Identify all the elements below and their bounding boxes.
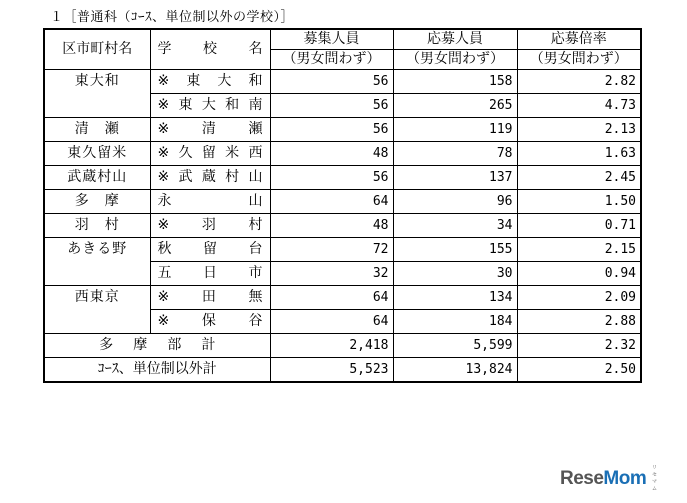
school-name-cell: ※ 保 谷 (150, 310, 270, 334)
total-applicants: 13,824 (393, 358, 517, 383)
school-name-cell: ※ 武 蔵 村 山 (150, 166, 270, 190)
header-applicants: 応募人員 (393, 29, 517, 50)
recruit-cell: 56 (270, 166, 393, 190)
recruit-cell: 56 (270, 70, 393, 94)
recruit-cell: 64 (270, 190, 393, 214)
table-row (44, 190, 641, 214)
subtotal-label: 多 摩 部 計 (44, 334, 270, 358)
ratio-cell: 2.13 (517, 118, 641, 142)
table-row (44, 70, 641, 94)
ratio-cell: 2.82 (517, 70, 641, 94)
school-name-cell: ※ 東 大 和 南 (150, 94, 270, 118)
header-recruit: 募集人員 (270, 29, 393, 50)
applicants-cell: 155 (393, 238, 517, 262)
header-district: 区市町村名 (44, 29, 150, 70)
header-ratio-sub: （男女問わず） (517, 50, 641, 70)
resemom-logo (560, 465, 657, 492)
recruit-cell: 48 (270, 214, 393, 238)
applicants-cell: 134 (393, 286, 517, 310)
school-name-cell: 秋 留 台 (150, 238, 270, 262)
table-row (44, 238, 641, 262)
table-row (44, 142, 641, 166)
applicants-cell: 265 (393, 94, 517, 118)
table-body (44, 70, 641, 383)
school-name-cell: ※ 久 留 米 西 (150, 142, 270, 166)
applicants-cell: 78 (393, 142, 517, 166)
district-cell: 武蔵村山 (44, 166, 150, 190)
school-name-cell: ※ 清 瀬 (150, 118, 270, 142)
total-recruit: 5,523 (270, 358, 393, 383)
subtotal-row (44, 334, 641, 358)
table-row (44, 214, 641, 238)
logo-tiny-text: リセマム (652, 465, 657, 492)
applicants-cell: 158 (393, 70, 517, 94)
district-cell: 西東京 (44, 286, 150, 334)
school-name-cell: ※ 羽 村 (150, 214, 270, 238)
school-name-cell: 永 山 (150, 190, 270, 214)
subtotal-ratio: 2.32 (517, 334, 641, 358)
district-cell: 清 瀬 (44, 118, 150, 142)
school-name-cell: 五 日 市 (150, 262, 270, 286)
total-row (44, 358, 641, 383)
logo-text-mom: Mom (603, 468, 647, 489)
applicants-cell: 137 (393, 166, 517, 190)
school-name-cell: ※ 東 大 和 (150, 70, 270, 94)
ratio-cell: 2.88 (517, 310, 641, 334)
recruit-cell: 32 (270, 262, 393, 286)
district-cell: あきる野 (44, 238, 150, 286)
applicants-cell: 96 (393, 190, 517, 214)
recruit-cell: 56 (270, 118, 393, 142)
applicants-cell: 184 (393, 310, 517, 334)
table-row (44, 286, 641, 310)
logo-text-rese: Rese (560, 468, 604, 489)
ratio-cell: 1.63 (517, 142, 641, 166)
header-school: 学 校 名 (150, 29, 270, 70)
applicants-cell: 34 (393, 214, 517, 238)
subtotal-recruit: 2,418 (270, 334, 393, 358)
district-cell: 多 摩 (44, 190, 150, 214)
table-row (44, 166, 641, 190)
ratio-cell: 2.15 (517, 238, 641, 262)
ratio-cell: 2.45 (517, 166, 641, 190)
applicants-cell: 119 (393, 118, 517, 142)
district-cell: 東久留米 (44, 142, 150, 166)
header-applicants-sub: （男女問わず） (393, 50, 517, 70)
ratio-cell: 0.94 (517, 262, 641, 286)
total-ratio: 2.50 (517, 358, 641, 383)
ratio-cell: 4.73 (517, 94, 641, 118)
recruit-cell: 56 (270, 94, 393, 118)
header-recruit-sub: （男女問わず） (270, 50, 393, 70)
subtotal-applicants: 5,599 (393, 334, 517, 358)
ratio-cell: 0.71 (517, 214, 641, 238)
ratio-cell: 2.09 (517, 286, 641, 310)
district-cell: 羽 村 (44, 214, 150, 238)
applicants-cell: 30 (393, 262, 517, 286)
recruit-cell: 64 (270, 286, 393, 310)
table-caption: １［普通科（ｺｰｽ、単位制以外の学校）］ (50, 10, 295, 25)
table-row (44, 118, 641, 142)
school-name-cell: ※ 田 無 (150, 286, 270, 310)
recruit-cell: 48 (270, 142, 393, 166)
recruit-cell: 64 (270, 310, 393, 334)
district-cell: 東大和 (44, 70, 150, 118)
header-ratio: 応募倍率 (517, 29, 641, 50)
total-label: ｺｰｽ、単位制以外計 (44, 358, 270, 383)
admissions-table (43, 28, 642, 383)
recruit-cell: 72 (270, 238, 393, 262)
ratio-cell: 1.50 (517, 190, 641, 214)
